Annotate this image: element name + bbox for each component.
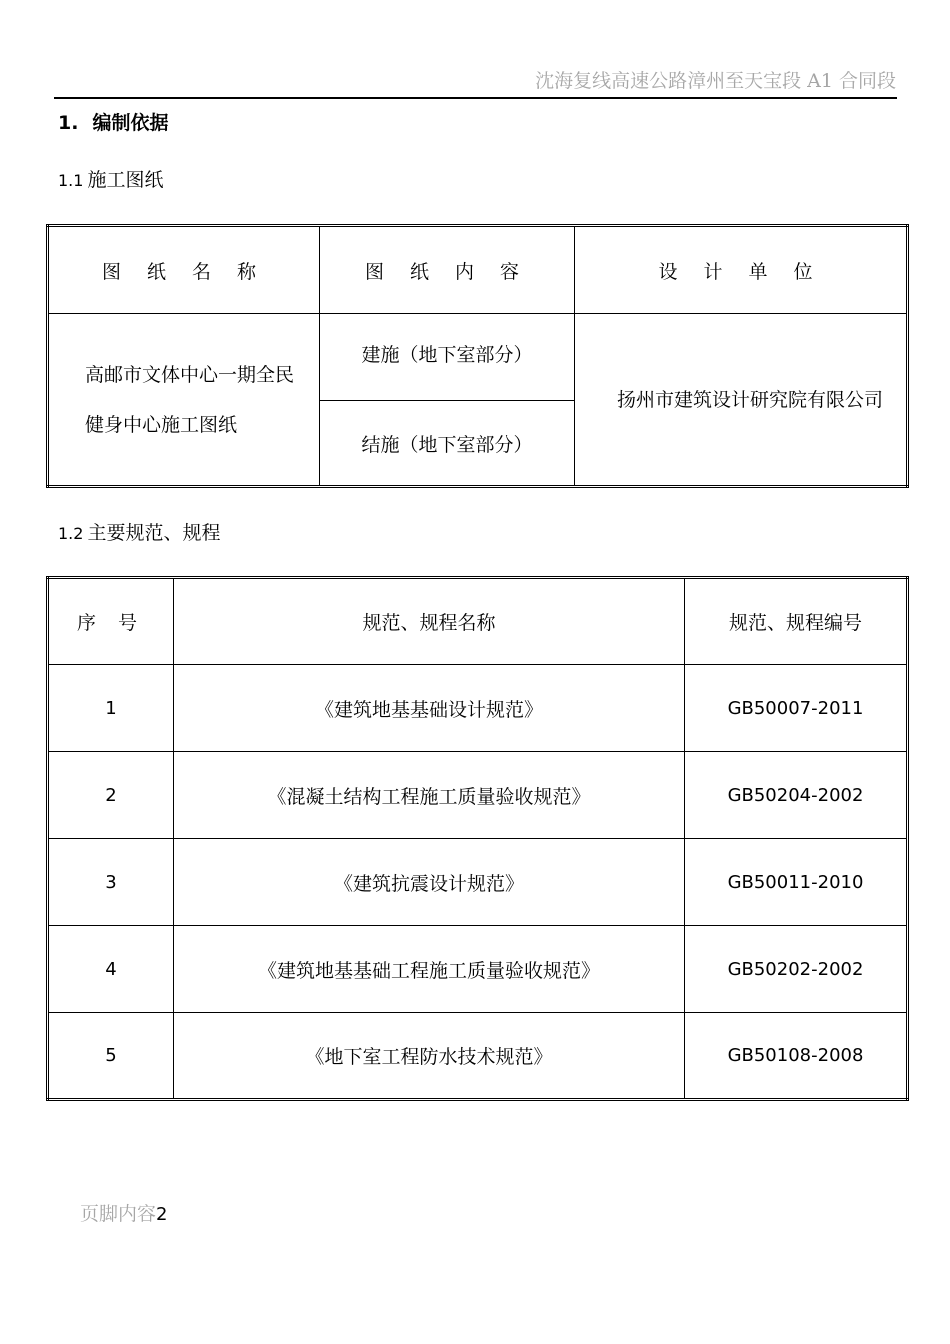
drawings-table — [46, 224, 909, 488]
section-heading-1 — [58, 108, 168, 135]
standard-name-cell: 《地下室工程防水技术规范》 — [174, 1013, 685, 1100]
table-header-row — [48, 226, 908, 314]
table-row — [48, 926, 908, 1013]
standard-name-cell: 《建筑地基基础工程施工质量验收规范》 — [174, 926, 685, 1013]
table-header-row — [48, 578, 908, 665]
table-row — [48, 752, 908, 839]
standards-table — [46, 576, 909, 1101]
subsection-heading-1-1 — [58, 165, 163, 192]
standard-name-cell: 《建筑抗震设计规范》 — [174, 839, 685, 926]
row-number-cell: 3 — [48, 839, 174, 926]
header-cell: 序 号 — [48, 578, 174, 665]
header-cell: 规范、规程名称 — [174, 578, 685, 665]
subsection-title: 主要规范、规程 — [87, 522, 221, 544]
standard-code-cell: GB50204-2002 — [685, 752, 908, 839]
subsection-number: 1.1 — [58, 171, 84, 190]
page-number: 2 — [156, 1204, 168, 1225]
row-number-cell: 1 — [48, 665, 174, 752]
header-cell: 规范、规程编号 — [685, 578, 908, 665]
subsection-number: 1.2 — [58, 524, 84, 543]
page-footer — [80, 1199, 167, 1226]
standard-code-cell: GB50011-2010 — [685, 839, 908, 926]
subsection-heading-1-2 — [58, 518, 220, 545]
standard-name-cell: 《建筑地基基础设计规范》 — [174, 665, 685, 752]
table-row — [48, 314, 908, 401]
subsection-title: 施工图纸 — [87, 169, 164, 191]
standard-code-cell: GB50202-2002 — [685, 926, 908, 1013]
section-title: 编制依据 — [92, 112, 169, 134]
row-number-cell: 5 — [48, 1013, 174, 1100]
table-row — [48, 839, 908, 926]
standard-code-cell: GB50007-2011 — [685, 665, 908, 752]
header-cell: 设 计 单 位 — [575, 226, 908, 314]
section-number: 1. — [58, 112, 79, 134]
header-cell: 图 纸 内 容 — [320, 226, 575, 314]
designer-cell: 扬州市建筑设计研究院有限公司 — [575, 314, 908, 487]
table-row — [48, 665, 908, 752]
standard-code-cell: GB50108-2008 — [685, 1013, 908, 1100]
header-rule — [54, 97, 897, 99]
page-header-text: 沈海复线高速公路漳州至天宝段 A1 合同段 — [535, 70, 896, 92]
header-cell: 图 纸 名 称 — [48, 226, 320, 314]
row-number-cell: 4 — [48, 926, 174, 1013]
row-number-cell: 2 — [48, 752, 174, 839]
standard-name-cell: 《混凝土结构工程施工质量验收规范》 — [174, 752, 685, 839]
drawing-name-cell: 高邮市文体中心一期全民健身中心施工图纸 — [48, 314, 320, 487]
drawing-content-cell: 结施（地下室部分） — [320, 401, 575, 487]
table-row — [48, 1013, 908, 1100]
footer-text: 页脚内容 — [80, 1203, 157, 1225]
drawing-content-cell: 建施（地下室部分） — [320, 314, 575, 401]
